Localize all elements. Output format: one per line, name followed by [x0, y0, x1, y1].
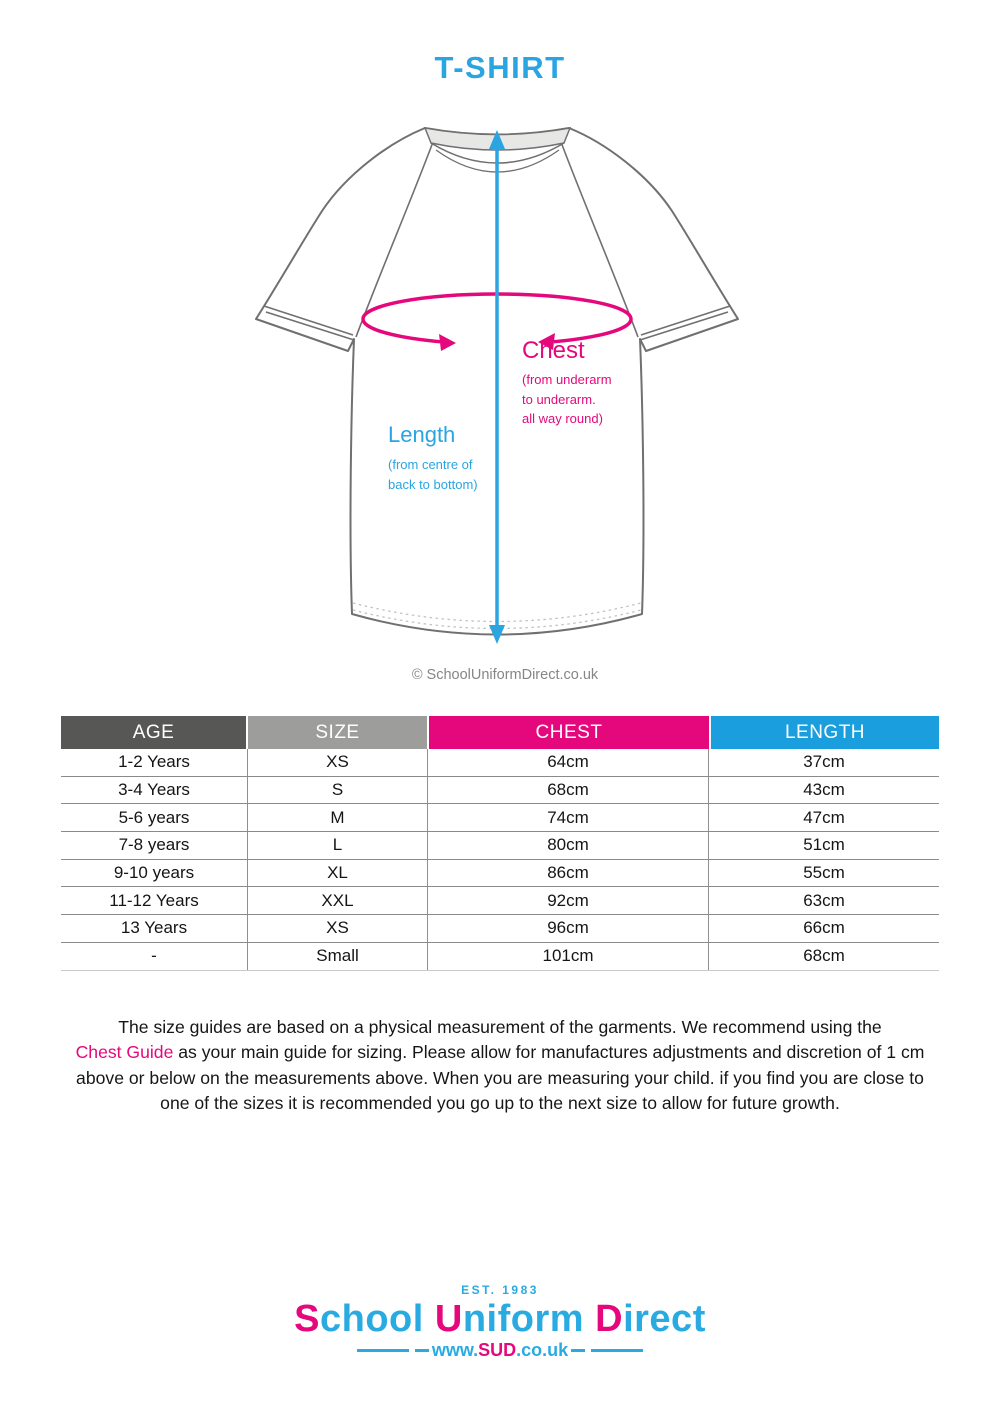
size-table-header: [61, 716, 939, 749]
cell-length: 63cm: [708, 887, 939, 914]
sizing-note: [50, 1015, 950, 1117]
cell-chest: 86cm: [427, 860, 708, 887]
cell-size: XS: [247, 749, 427, 776]
header-chest: CHEST: [429, 716, 709, 749]
length-label-sub1: (from centre of: [388, 457, 473, 472]
tshirt-diagram: [250, 113, 750, 661]
cell-size: Small: [247, 943, 427, 970]
logo-rule-left-long: [357, 1349, 409, 1352]
header-age: AGE: [61, 716, 246, 749]
brand-logo: [0, 1283, 1000, 1361]
cell-size: XL: [247, 860, 427, 887]
table-row: [61, 887, 939, 915]
cell-size: XXL: [247, 887, 427, 914]
logo-est-label: EST. 1983: [461, 1283, 539, 1297]
header-length: LENGTH: [711, 716, 939, 749]
cell-chest: 80cm: [427, 832, 708, 859]
logo-rule-right-short: [571, 1349, 585, 1352]
chest-label-title: Chest: [522, 337, 585, 364]
table-row: [61, 749, 939, 777]
cell-length: 66cm: [708, 915, 939, 942]
table-row: [61, 777, 939, 805]
cell-age: 7-8 years: [118, 835, 190, 855]
cell-age: 13 Years: [120, 918, 188, 938]
note-line-1: The size guides are based on a physical measurement of the garments. We recommend using the: [118, 1017, 882, 1037]
tshirt-outline-graphic: [250, 113, 750, 661]
cell-length: 43cm: [708, 777, 939, 804]
cell-chest: 68cm: [427, 777, 708, 804]
cell-length: 51cm: [708, 832, 939, 859]
table-row: [61, 860, 939, 888]
note-line-3: above or below on the measurements above. When you are measuring your child. if you find you are close to: [76, 1067, 924, 1088]
logo-name: School Uniform Direct: [294, 1298, 706, 1340]
cell-size: M: [247, 804, 427, 831]
chest-label-sub1: (from underarm: [522, 372, 612, 387]
cell-size: S: [247, 777, 427, 804]
chest-label-sub2: to underarm.: [522, 391, 596, 407]
page-title: T-SHIRT: [434, 50, 566, 85]
length-label-sub2: back to bottom): [388, 476, 478, 492]
logo-rule-right-long: [591, 1349, 643, 1352]
note-line-2: Chest Guide as your main guide for sizing. Please allow for manufactures adjustments and discretion of 1 cm: [75, 1042, 925, 1063]
logo-url: www.SUD.co.uk: [0, 1340, 1000, 1361]
chest-guide-highlight: Chest Guide: [75, 1042, 174, 1063]
cell-chest: 74cm: [427, 804, 708, 831]
size-table-body: [61, 749, 939, 971]
cell-chest: 64cm: [427, 749, 708, 776]
cell-age: 11-12 Years: [109, 890, 199, 910]
chest-label: [522, 337, 612, 429]
cell-length: 55cm: [708, 860, 939, 887]
cell-age: 3-4 Years: [118, 780, 190, 800]
cell-age: -: [151, 946, 157, 966]
header-size: SIZE: [248, 716, 427, 749]
cell-age: 1-2 Years: [118, 752, 190, 772]
cell-size: XS: [247, 915, 427, 942]
cell-chest: 92cm: [427, 887, 708, 914]
cell-size: L: [247, 832, 427, 859]
cell-chest: 101cm: [427, 943, 708, 970]
table-row: [61, 832, 939, 860]
size-table: [61, 716, 939, 971]
length-label: [388, 422, 478, 494]
cell-length: 47cm: [708, 804, 939, 831]
logo-rule-left-short: [415, 1349, 429, 1352]
cell-age: 9-10 years: [113, 863, 195, 883]
cell-age: 5-6 years: [118, 807, 190, 827]
cell-length: 68cm: [708, 943, 939, 970]
table-row: [61, 804, 939, 832]
table-row: [61, 915, 939, 943]
cell-chest: 96cm: [427, 915, 708, 942]
note-line-4: one of the sizes it is recommended you go up to the next size to allow for future growth.: [160, 1093, 840, 1114]
chest-label-sub3: all way round): [522, 411, 603, 426]
length-label-title: Length: [388, 422, 456, 447]
copyright-text: © SchoolUniformDirect.co.uk: [411, 667, 599, 683]
table-row: [61, 943, 939, 971]
cell-length: 37cm: [708, 749, 939, 776]
